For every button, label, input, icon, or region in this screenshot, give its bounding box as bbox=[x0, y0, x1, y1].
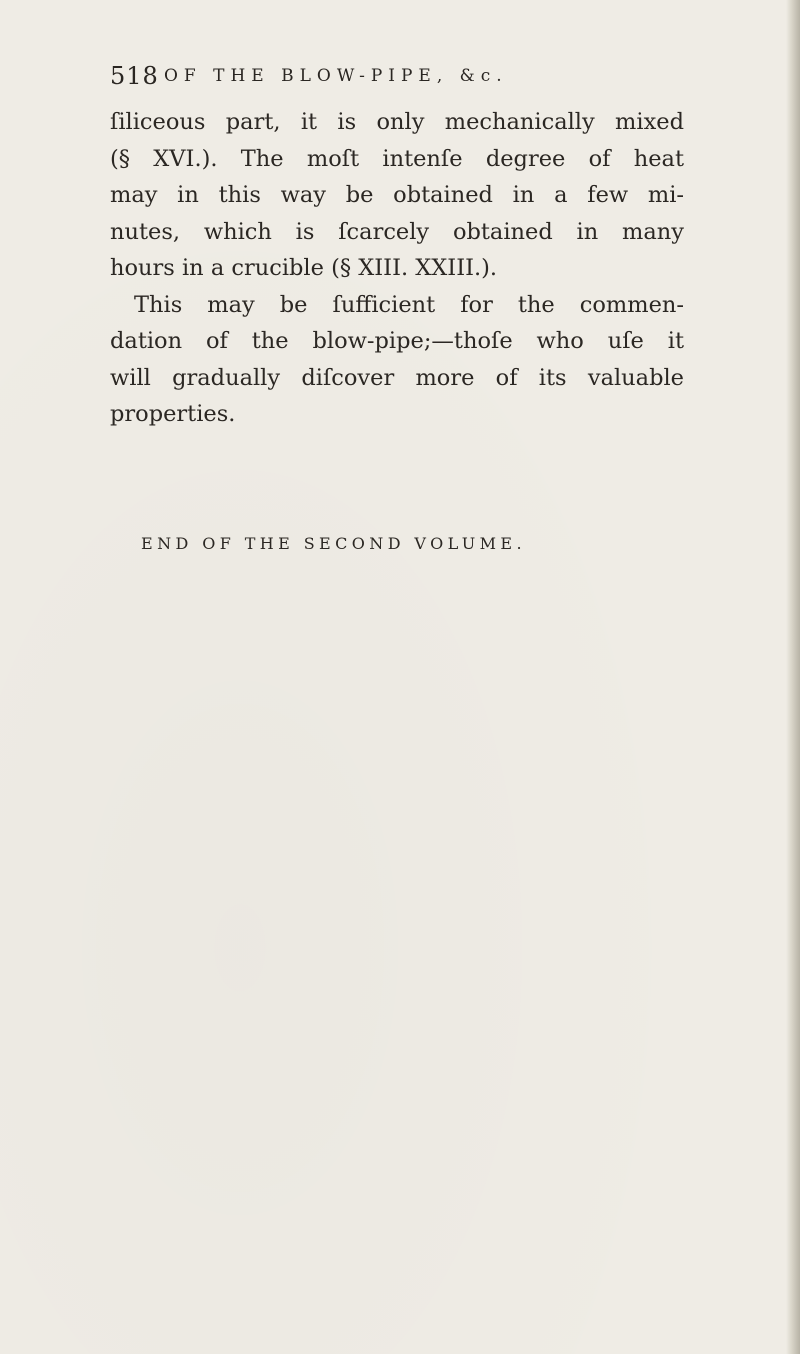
end-of-volume-mark: END OF THE SECOND VOLUME. bbox=[141, 534, 526, 553]
text-line: dation of the blow-pipe;—thoſe who uſe it bbox=[110, 328, 684, 354]
text-line: hours in a crucible (§ XIII. XXIII.). bbox=[110, 255, 498, 281]
body-text bbox=[110, 104, 684, 433]
text-line: This may be ſufficient for the commen- bbox=[134, 291, 684, 318]
text-line: (§ XVI.). The moſt intenſe degree of heat bbox=[110, 145, 684, 172]
running-head: OF THE BLOW-PIPE, &c. bbox=[164, 66, 508, 86]
text-line: may in this way be obtained in a few mi- bbox=[110, 182, 684, 208]
text-line: properties. bbox=[110, 401, 236, 427]
text-line: ſiliceous part, it is only mechanically mixed bbox=[110, 109, 684, 135]
text-line: will gradually diſcover more of its valuable bbox=[110, 364, 684, 391]
text-line: nutes, which is ſcarcely obtained in many bbox=[110, 218, 684, 245]
page-number: 518 bbox=[110, 62, 159, 90]
page-header bbox=[110, 62, 680, 98]
page-edge-shadow bbox=[786, 0, 800, 1354]
